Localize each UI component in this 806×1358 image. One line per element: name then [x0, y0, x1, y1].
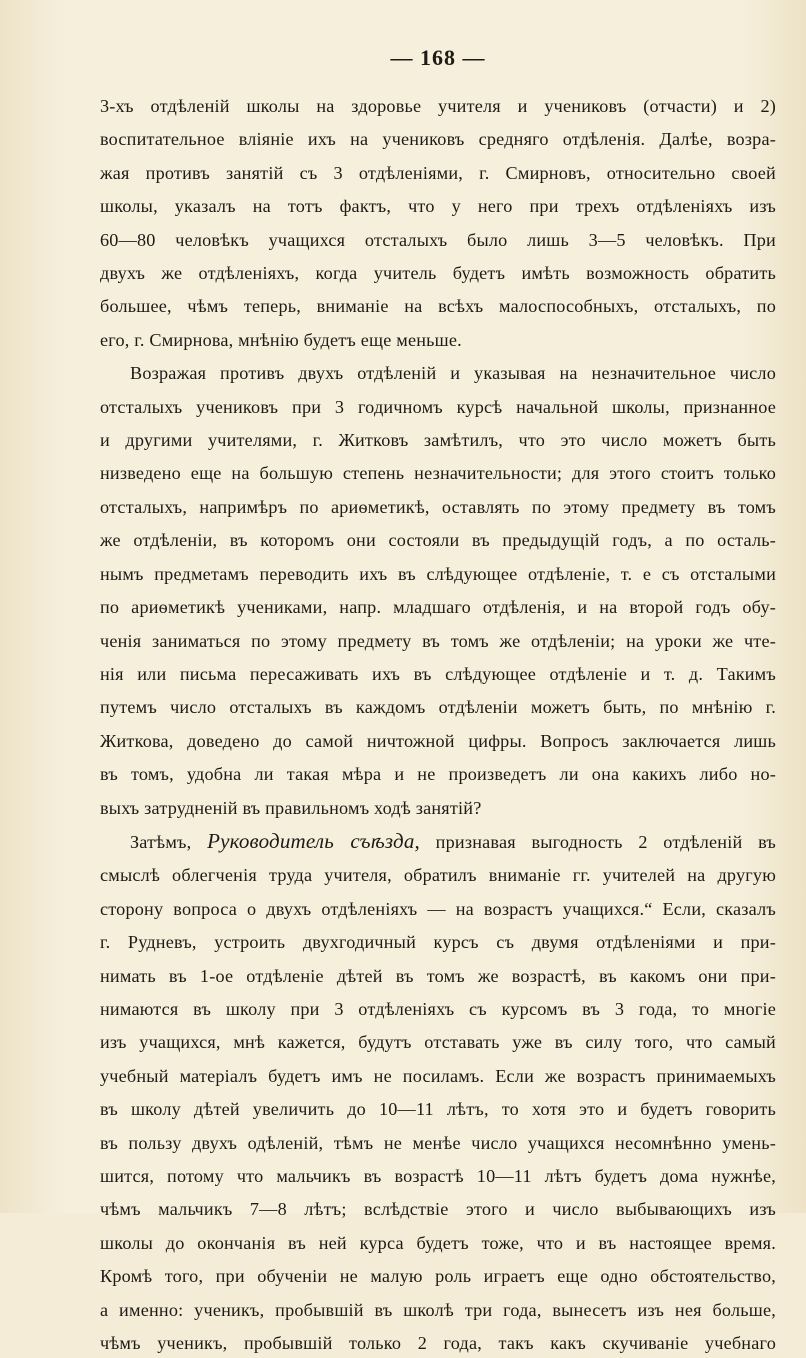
text-line: жая противъ занятій съ 3 отдѣленіями, г. Смирновъ, относительно своей: [100, 162, 776, 183]
text-line: же отдѣленіи, въ которомъ они состояли въ предыдущій годъ, а по осталь-: [100, 530, 776, 551]
text-line: двухъ же отдѣленіяхъ, когда учитель будетъ имѣть возможность обратить: [100, 263, 776, 284]
text-line: выхъ затрудненій въ правильномъ ходѣ занятій?: [100, 797, 482, 818]
text-line: Кромѣ того, при обученіи не малую роль играетъ еще одно обстоятельство,: [100, 1266, 776, 1287]
text-line: Житкова, доведено до самой ничтожной цифры. Вопросъ заключается лишь: [100, 730, 776, 751]
text-line: путемъ число отсталыхъ въ каждомъ отдѣленіи можетъ быть, по мнѣнію г.: [100, 697, 776, 718]
text-line: чѣмъ мальчикъ 7—8 лѣтъ; вслѣдствіе этого и число выбывающихъ изъ: [100, 1199, 776, 1220]
text-line: Возражая противъ двухъ отдѣленій и указывая на незначительное число: [130, 363, 776, 384]
emphasized-phrase: Руководитель съѣзда,: [207, 828, 420, 853]
text-line: сторону вопроса о двухъ отдѣленіяхъ — на возрастъ учащихся.“ Если, сказалъ: [100, 898, 776, 919]
text-line: низведено еще на большую степень незначительности; для этого стоитъ только: [100, 463, 776, 484]
text-line: школы, указалъ на тотъ фактъ, что у него при трехъ отдѣленіяхъ изъ: [100, 196, 776, 217]
text-line: [100, 827, 776, 857]
text-line: и другими учителями, г. Житковъ замѣтилъ, что это число можетъ быть: [100, 430, 776, 451]
text-line: отсталыхъ, напримѣръ по ариѳметикѣ, оставлять по этому предмету въ томъ: [100, 496, 776, 517]
paragraph: [100, 92, 776, 355]
line-rest: признавая выгодность 2 отдѣленій въ: [435, 831, 777, 852]
text-line: шится, потому что мальчикъ въ возрастѣ 10—11 лѣтъ будетъ дома нужнѣе,: [100, 1166, 776, 1186]
paragraph: [100, 827, 776, 1358]
text-line: въ томъ, удобна ли такая мѣра и не произведетъ ли она какихъ либо но-: [100, 764, 776, 785]
text-line: по ариѳметикѣ учениками, напр. младшаго отдѣленія, и на второй годъ обу-: [100, 597, 776, 618]
text-line: смыслѣ облегченія труда учителя, обратилъ вниманіе гг. учителей на другую: [100, 865, 776, 886]
text-line: воспитательное вліяніе ихъ на учениковъ средняго отдѣленія. Далѣе, возра-: [100, 129, 776, 150]
body-text: [100, 92, 776, 1358]
text-line: въ школу дѣтей увеличить до 10—11 лѣтъ, то хотя это и будетъ говорить: [100, 1099, 776, 1120]
paragraph: [100, 359, 776, 823]
text-line: учебный матеріалъ будетъ имъ не посиламъ. Если же возрастъ принимаемыхъ: [100, 1065, 776, 1086]
text-line: отсталыхъ учениковъ при 3 годичномъ курсѣ начальной школы, признанное: [100, 396, 776, 417]
text-line: а именно: ученикъ, пробывшій въ школѣ три года, вынесетъ изъ нея больше,: [100, 1299, 776, 1320]
text-line: чѣмъ ученикъ, пробывшій только 2 года, такъ какъ скучиваніе учебнаго: [100, 1333, 776, 1354]
text-line: нымъ предметамъ переводить ихъ въ слѣдующее отдѣленіе, т. е съ отсталыми: [100, 563, 776, 584]
text-line: г. Рудневъ, устроить двухгодичный курсъ съ двумя отдѣленіями и при-: [100, 932, 776, 953]
text-line: 3-хъ отдѣленій школы на здоровье учителя и учениковъ (отчасти) и 2): [100, 96, 776, 116]
text-line: 60—80 человѣкъ учащихся отсталыхъ было лишь 3—5 человѣкъ. При: [100, 229, 776, 250]
text-line: его, г. Смирнова, мнѣнію будетъ еще меньше.: [100, 329, 462, 350]
text-line: нимать въ 1-ое отдѣленіе дѣтей въ томъ же возрастѣ, въ какомъ они при-: [100, 965, 776, 986]
text-line: въ пользу двухъ одѣленій, тѣмъ не менѣе число учащихся несомнѣнно умень-: [100, 1132, 776, 1153]
text-line: ченія заниматься по этому предмету въ томъ же отдѣленіи; на уроки же чте-: [100, 630, 776, 651]
text-line: нія или письма пересаживать ихъ въ слѣдующее отдѣленіе и т. д. Такимъ: [100, 663, 776, 684]
lead-word: Затѣмъ,: [130, 831, 192, 852]
text-line: большее, чѣмъ теперь, вниманіе на всѣхъ малоспособныхъ, отсталыхъ, по: [100, 296, 776, 317]
text-line: школы до окончанія въ ней курса будетъ тоже, что и въ настоящее время.: [100, 1232, 776, 1253]
page-number: — 168 —: [390, 45, 486, 70]
text-line: нимаются въ школу при 3 отдѣленіяхъ съ курсомъ въ 3 года, то многіе: [100, 998, 776, 1019]
text-line: изъ учащихся, мнѣ кажется, будутъ отставать уже въ силу того, что самый: [100, 1032, 776, 1053]
